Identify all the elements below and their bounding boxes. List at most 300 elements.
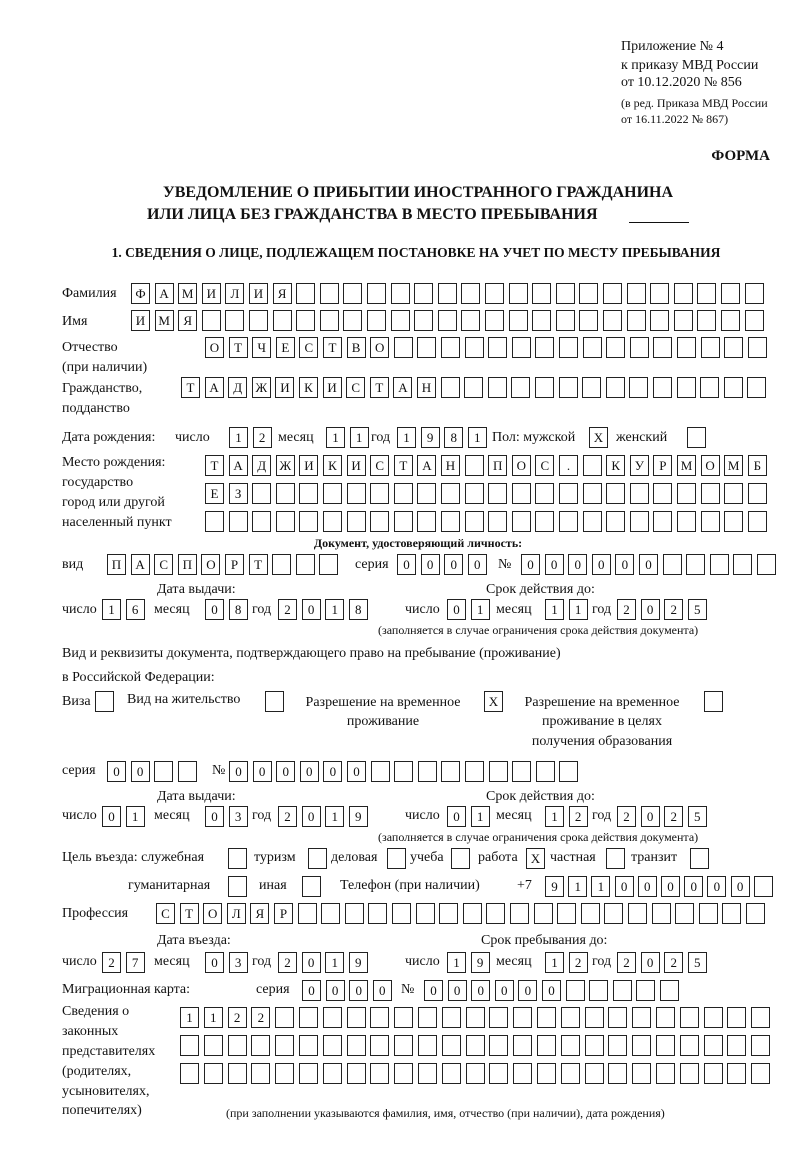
- checkbox-cell[interactable]: X: [589, 427, 608, 448]
- char-cell[interactable]: Р: [274, 903, 293, 924]
- char-cell[interactable]: [347, 483, 366, 504]
- char-cell[interactable]: [513, 1063, 532, 1084]
- char-cell[interactable]: [606, 377, 625, 398]
- char-cell[interactable]: [465, 483, 484, 504]
- char-cell[interactable]: 0: [521, 554, 540, 575]
- char-cell[interactable]: 2: [278, 599, 297, 620]
- char-cell[interactable]: [343, 283, 362, 304]
- char-cell[interactable]: [677, 511, 696, 532]
- char-cell[interactable]: [441, 337, 460, 358]
- char-cell[interactable]: А: [393, 377, 412, 398]
- char-cell[interactable]: 0: [641, 952, 660, 973]
- char-cell[interactable]: [485, 310, 504, 331]
- char-cell[interactable]: 1: [471, 806, 490, 827]
- char-cell[interactable]: [296, 554, 315, 575]
- char-cell[interactable]: [488, 337, 507, 358]
- char-cell[interactable]: 1: [204, 1007, 223, 1028]
- char-cell[interactable]: 2: [102, 952, 121, 973]
- char-cell[interactable]: [465, 761, 484, 782]
- char-cell[interactable]: [439, 903, 458, 924]
- char-cell[interactable]: [275, 1063, 294, 1084]
- char-cell[interactable]: [512, 761, 531, 782]
- char-cell[interactable]: С: [156, 903, 175, 924]
- char-cell[interactable]: [680, 1035, 699, 1056]
- char-cell[interactable]: [721, 310, 740, 331]
- char-cell[interactable]: [438, 283, 457, 304]
- char-cell[interactable]: [561, 1035, 580, 1056]
- char-cell[interactable]: Р: [225, 554, 244, 575]
- char-cell[interactable]: [394, 511, 413, 532]
- char-cell[interactable]: [581, 903, 600, 924]
- char-cell[interactable]: И: [249, 283, 268, 304]
- char-cell[interactable]: 0: [495, 980, 514, 1001]
- char-cell[interactable]: [464, 377, 483, 398]
- char-cell[interactable]: [275, 1007, 294, 1028]
- char-cell[interactable]: З: [229, 483, 248, 504]
- char-cell[interactable]: [727, 1063, 746, 1084]
- char-cell[interactable]: [417, 483, 436, 504]
- char-cell[interactable]: В: [347, 337, 366, 358]
- char-cell[interactable]: [276, 511, 295, 532]
- char-cell[interactable]: [686, 554, 705, 575]
- char-cell[interactable]: 0: [568, 554, 587, 575]
- char-cell[interactable]: Н: [417, 377, 436, 398]
- char-cell[interactable]: [747, 377, 766, 398]
- char-cell[interactable]: [180, 1035, 199, 1056]
- char-cell[interactable]: [556, 310, 575, 331]
- char-cell[interactable]: 1: [325, 952, 344, 973]
- char-cell[interactable]: Е: [276, 337, 295, 358]
- char-cell[interactable]: [299, 1035, 318, 1056]
- char-cell[interactable]: Н: [441, 455, 460, 476]
- char-cell[interactable]: 0: [349, 980, 368, 1001]
- char-cell[interactable]: 0: [302, 806, 321, 827]
- char-cell[interactable]: [417, 337, 436, 358]
- char-cell[interactable]: Т: [205, 455, 224, 476]
- char-cell[interactable]: [583, 483, 602, 504]
- char-cell[interactable]: М: [677, 455, 696, 476]
- char-cell[interactable]: А: [229, 455, 248, 476]
- char-cell[interactable]: 0: [229, 761, 248, 782]
- char-cell[interactable]: 0: [615, 876, 634, 897]
- char-cell[interactable]: 1: [447, 952, 466, 973]
- char-cell[interactable]: 1: [591, 876, 610, 897]
- char-cell[interactable]: [465, 455, 484, 476]
- char-cell[interactable]: М: [178, 283, 197, 304]
- char-cell[interactable]: [559, 337, 578, 358]
- char-cell[interactable]: 2: [617, 952, 636, 973]
- char-cell[interactable]: [154, 761, 173, 782]
- char-cell[interactable]: [727, 1007, 746, 1028]
- char-cell[interactable]: [748, 483, 767, 504]
- char-cell[interactable]: И: [299, 455, 318, 476]
- char-cell[interactable]: [321, 903, 340, 924]
- char-cell[interactable]: 8: [444, 427, 463, 448]
- char-cell[interactable]: Я: [250, 903, 269, 924]
- char-cell[interactable]: [296, 310, 315, 331]
- char-cell[interactable]: [370, 511, 389, 532]
- char-cell[interactable]: [675, 903, 694, 924]
- char-cell[interactable]: А: [155, 283, 174, 304]
- char-cell[interactable]: [536, 761, 555, 782]
- char-cell[interactable]: 0: [131, 761, 150, 782]
- char-cell[interactable]: 1: [471, 599, 490, 620]
- char-cell[interactable]: [489, 1063, 508, 1084]
- char-cell[interactable]: [663, 554, 682, 575]
- char-cell[interactable]: 1: [350, 427, 369, 448]
- char-cell[interactable]: [721, 283, 740, 304]
- char-cell[interactable]: 8: [349, 599, 368, 620]
- char-cell[interactable]: [416, 903, 435, 924]
- char-cell[interactable]: [466, 1035, 485, 1056]
- checkbox-cell[interactable]: [228, 848, 247, 869]
- char-cell[interactable]: [653, 511, 672, 532]
- char-cell[interactable]: [417, 511, 436, 532]
- char-cell[interactable]: [627, 283, 646, 304]
- char-cell[interactable]: [677, 483, 696, 504]
- char-cell[interactable]: [320, 310, 339, 331]
- char-cell[interactable]: [394, 1063, 413, 1084]
- char-cell[interactable]: [323, 483, 342, 504]
- char-cell[interactable]: [608, 1007, 627, 1028]
- char-cell[interactable]: 2: [228, 1007, 247, 1028]
- char-cell[interactable]: [510, 903, 529, 924]
- char-cell[interactable]: [299, 1063, 318, 1084]
- char-cell[interactable]: 1: [325, 599, 344, 620]
- char-cell[interactable]: [391, 310, 410, 331]
- char-cell[interactable]: Л: [225, 283, 244, 304]
- char-cell[interactable]: 7: [126, 952, 145, 973]
- char-cell[interactable]: А: [131, 554, 150, 575]
- char-cell[interactable]: 1: [102, 599, 121, 620]
- char-cell[interactable]: [205, 511, 224, 532]
- char-cell[interactable]: П: [488, 455, 507, 476]
- char-cell[interactable]: [579, 283, 598, 304]
- char-cell[interactable]: [613, 980, 632, 1001]
- char-cell[interactable]: 0: [205, 599, 224, 620]
- char-cell[interactable]: [485, 283, 504, 304]
- char-cell[interactable]: 2: [664, 952, 683, 973]
- checkbox-cell[interactable]: [302, 876, 321, 897]
- char-cell[interactable]: 0: [205, 806, 224, 827]
- char-cell[interactable]: [228, 1035, 247, 1056]
- char-cell[interactable]: [252, 511, 271, 532]
- char-cell[interactable]: 0: [102, 806, 121, 827]
- checkbox-cell[interactable]: [387, 848, 406, 869]
- char-cell[interactable]: С: [346, 377, 365, 398]
- char-cell[interactable]: 0: [684, 876, 703, 897]
- char-cell[interactable]: [370, 1035, 389, 1056]
- char-cell[interactable]: [323, 1063, 342, 1084]
- char-cell[interactable]: [461, 283, 480, 304]
- char-cell[interactable]: [583, 455, 602, 476]
- char-cell[interactable]: 0: [468, 554, 487, 575]
- char-cell[interactable]: [488, 377, 507, 398]
- char-cell[interactable]: [603, 310, 622, 331]
- char-cell[interactable]: 1: [545, 806, 564, 827]
- char-cell[interactable]: [438, 310, 457, 331]
- char-cell[interactable]: [632, 1007, 651, 1028]
- char-cell[interactable]: [535, 377, 554, 398]
- char-cell[interactable]: У: [630, 455, 649, 476]
- char-cell[interactable]: [512, 337, 531, 358]
- char-cell[interactable]: [632, 1063, 651, 1084]
- char-cell[interactable]: 9: [421, 427, 440, 448]
- char-cell[interactable]: 0: [639, 554, 658, 575]
- char-cell[interactable]: [489, 1035, 508, 1056]
- char-cell[interactable]: [466, 1063, 485, 1084]
- char-cell[interactable]: [604, 903, 623, 924]
- char-cell[interactable]: С: [154, 554, 173, 575]
- char-cell[interactable]: [370, 1063, 389, 1084]
- checkbox-cell[interactable]: [308, 848, 327, 869]
- char-cell[interactable]: [559, 377, 578, 398]
- char-cell[interactable]: 2: [664, 599, 683, 620]
- char-cell[interactable]: 0: [542, 980, 561, 1001]
- char-cell[interactable]: [629, 377, 648, 398]
- char-cell[interactable]: О: [201, 554, 220, 575]
- char-cell[interactable]: 5: [688, 806, 707, 827]
- char-cell[interactable]: [463, 903, 482, 924]
- char-cell[interactable]: 2: [569, 952, 588, 973]
- char-cell[interactable]: М: [155, 310, 174, 331]
- char-cell[interactable]: 8: [229, 599, 248, 620]
- char-cell[interactable]: [650, 310, 669, 331]
- char-cell[interactable]: [323, 511, 342, 532]
- char-cell[interactable]: [441, 483, 460, 504]
- char-cell[interactable]: 0: [641, 806, 660, 827]
- char-cell[interactable]: 2: [664, 806, 683, 827]
- char-cell[interactable]: [745, 283, 764, 304]
- char-cell[interactable]: [323, 1007, 342, 1028]
- char-cell[interactable]: [461, 310, 480, 331]
- char-cell[interactable]: Т: [180, 903, 199, 924]
- char-cell[interactable]: 0: [447, 599, 466, 620]
- char-cell[interactable]: [653, 483, 672, 504]
- checkbox-cell[interactable]: [690, 848, 709, 869]
- char-cell[interactable]: .: [559, 455, 578, 476]
- char-cell[interactable]: [442, 1063, 461, 1084]
- char-cell[interactable]: Ж: [276, 455, 295, 476]
- char-cell[interactable]: 1: [229, 427, 248, 448]
- char-cell[interactable]: [272, 554, 291, 575]
- char-cell[interactable]: [275, 1035, 294, 1056]
- checkbox-cell[interactable]: [704, 691, 723, 712]
- char-cell[interactable]: [733, 554, 752, 575]
- char-cell[interactable]: [535, 337, 554, 358]
- char-cell[interactable]: [298, 903, 317, 924]
- char-cell[interactable]: [746, 903, 765, 924]
- char-cell[interactable]: [465, 337, 484, 358]
- checkbox-cell[interactable]: [451, 848, 470, 869]
- char-cell[interactable]: С: [535, 455, 554, 476]
- char-cell[interactable]: [636, 980, 655, 1001]
- checkbox-cell[interactable]: [95, 691, 114, 712]
- char-cell[interactable]: [700, 377, 719, 398]
- char-cell[interactable]: Л: [227, 903, 246, 924]
- char-cell[interactable]: 0: [421, 554, 440, 575]
- char-cell[interactable]: [697, 310, 716, 331]
- char-cell[interactable]: [704, 1007, 723, 1028]
- char-cell[interactable]: [299, 1007, 318, 1028]
- char-cell[interactable]: [534, 903, 553, 924]
- char-cell[interactable]: [251, 1063, 270, 1084]
- char-cell[interactable]: [748, 337, 767, 358]
- char-cell[interactable]: [535, 511, 554, 532]
- char-cell[interactable]: 1: [545, 599, 564, 620]
- char-cell[interactable]: [724, 483, 743, 504]
- char-cell[interactable]: [512, 483, 531, 504]
- checkbox-cell[interactable]: [687, 427, 706, 448]
- char-cell[interactable]: [418, 761, 437, 782]
- char-cell[interactable]: [394, 1007, 413, 1028]
- char-cell[interactable]: [394, 483, 413, 504]
- char-cell[interactable]: [701, 337, 720, 358]
- char-cell[interactable]: [630, 511, 649, 532]
- char-cell[interactable]: Т: [394, 455, 413, 476]
- char-cell[interactable]: [656, 1007, 675, 1028]
- char-cell[interactable]: 1: [569, 599, 588, 620]
- char-cell[interactable]: Я: [273, 283, 292, 304]
- char-cell[interactable]: П: [107, 554, 126, 575]
- char-cell[interactable]: Б: [748, 455, 767, 476]
- char-cell[interactable]: [537, 1007, 556, 1028]
- char-cell[interactable]: 5: [688, 599, 707, 620]
- char-cell[interactable]: [486, 903, 505, 924]
- char-cell[interactable]: 0: [373, 980, 392, 1001]
- char-cell[interactable]: [630, 337, 649, 358]
- char-cell[interactable]: [347, 1035, 366, 1056]
- char-cell[interactable]: [537, 1063, 556, 1084]
- char-cell[interactable]: [319, 554, 338, 575]
- char-cell[interactable]: [583, 337, 602, 358]
- char-cell[interactable]: [652, 903, 671, 924]
- char-cell[interactable]: [561, 1007, 580, 1028]
- char-cell[interactable]: [653, 377, 672, 398]
- char-cell[interactable]: 1: [325, 806, 344, 827]
- char-cell[interactable]: [441, 511, 460, 532]
- char-cell[interactable]: [394, 337, 413, 358]
- char-cell[interactable]: [585, 1007, 604, 1028]
- char-cell[interactable]: [178, 761, 197, 782]
- char-cell[interactable]: Д: [228, 377, 247, 398]
- char-cell[interactable]: [603, 283, 622, 304]
- char-cell[interactable]: [751, 1007, 770, 1028]
- char-cell[interactable]: [680, 1007, 699, 1028]
- char-cell[interactable]: 0: [638, 876, 657, 897]
- char-cell[interactable]: М: [724, 455, 743, 476]
- char-cell[interactable]: 0: [107, 761, 126, 782]
- char-cell[interactable]: [441, 377, 460, 398]
- char-cell[interactable]: [249, 310, 268, 331]
- char-cell[interactable]: [323, 1035, 342, 1056]
- char-cell[interactable]: И: [347, 455, 366, 476]
- char-cell[interactable]: [583, 511, 602, 532]
- checkbox-cell[interactable]: X: [484, 691, 503, 712]
- char-cell[interactable]: 2: [251, 1007, 270, 1028]
- char-cell[interactable]: К: [606, 455, 625, 476]
- char-cell[interactable]: Т: [323, 337, 342, 358]
- char-cell[interactable]: [345, 903, 364, 924]
- char-cell[interactable]: [320, 283, 339, 304]
- char-cell[interactable]: 9: [349, 952, 368, 973]
- char-cell[interactable]: Ч: [252, 337, 271, 358]
- char-cell[interactable]: [299, 511, 318, 532]
- char-cell[interactable]: 0: [397, 554, 416, 575]
- char-cell[interactable]: 9: [349, 806, 368, 827]
- char-cell[interactable]: Ф: [131, 283, 150, 304]
- char-cell[interactable]: [204, 1063, 223, 1084]
- char-cell[interactable]: 6: [126, 599, 145, 620]
- char-cell[interactable]: 0: [448, 980, 467, 1001]
- char-cell[interactable]: [347, 1007, 366, 1028]
- char-cell[interactable]: [653, 337, 672, 358]
- char-cell[interactable]: [608, 1063, 627, 1084]
- char-cell[interactable]: [556, 283, 575, 304]
- char-cell[interactable]: 3: [229, 806, 248, 827]
- char-cell[interactable]: 2: [569, 806, 588, 827]
- char-cell[interactable]: Ж: [252, 377, 271, 398]
- char-cell[interactable]: 9: [545, 876, 564, 897]
- char-cell[interactable]: [660, 980, 679, 1001]
- char-cell[interactable]: [745, 310, 764, 331]
- char-cell[interactable]: [442, 1007, 461, 1028]
- char-cell[interactable]: [632, 1035, 651, 1056]
- char-cell[interactable]: [656, 1063, 675, 1084]
- char-cell[interactable]: 0: [731, 876, 750, 897]
- char-cell[interactable]: [414, 283, 433, 304]
- char-cell[interactable]: [677, 337, 696, 358]
- char-cell[interactable]: [532, 310, 551, 331]
- char-cell[interactable]: [418, 1035, 437, 1056]
- char-cell[interactable]: [627, 310, 646, 331]
- char-cell[interactable]: [368, 903, 387, 924]
- char-cell[interactable]: [229, 511, 248, 532]
- char-cell[interactable]: 2: [617, 806, 636, 827]
- char-cell[interactable]: [391, 283, 410, 304]
- char-cell[interactable]: [710, 554, 729, 575]
- char-cell[interactable]: [343, 310, 362, 331]
- char-cell[interactable]: 0: [424, 980, 443, 1001]
- char-cell[interactable]: [537, 1035, 556, 1056]
- char-cell[interactable]: [724, 377, 743, 398]
- char-cell[interactable]: С: [370, 455, 389, 476]
- char-cell[interactable]: [606, 337, 625, 358]
- char-cell[interactable]: [418, 1007, 437, 1028]
- char-cell[interactable]: Д: [252, 455, 271, 476]
- char-cell[interactable]: [488, 483, 507, 504]
- char-cell[interactable]: 0: [302, 980, 321, 1001]
- char-cell[interactable]: О: [701, 455, 720, 476]
- char-cell[interactable]: 0: [707, 876, 726, 897]
- char-cell[interactable]: Т: [370, 377, 389, 398]
- char-cell[interactable]: [697, 283, 716, 304]
- char-cell[interactable]: [513, 1035, 532, 1056]
- char-cell[interactable]: [606, 483, 625, 504]
- char-cell[interactable]: [202, 310, 221, 331]
- char-cell[interactable]: [371, 761, 390, 782]
- char-cell[interactable]: 2: [253, 427, 272, 448]
- char-cell[interactable]: 2: [617, 599, 636, 620]
- char-cell[interactable]: И: [275, 377, 294, 398]
- char-cell[interactable]: [704, 1063, 723, 1084]
- char-cell[interactable]: [699, 903, 718, 924]
- char-cell[interactable]: И: [323, 377, 342, 398]
- char-cell[interactable]: [465, 511, 484, 532]
- char-cell[interactable]: [701, 483, 720, 504]
- char-cell[interactable]: 0: [447, 806, 466, 827]
- char-cell[interactable]: [509, 310, 528, 331]
